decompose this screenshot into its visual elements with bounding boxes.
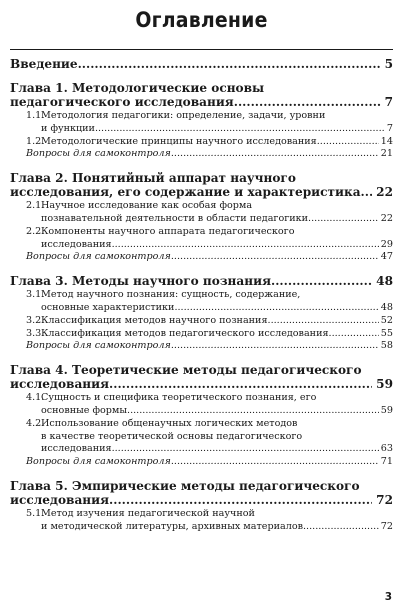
toc-entry-title: Глава 1. Методологические основы	[10, 81, 265, 95]
section-title: Классификация методов педагогического исследования	[41, 327, 329, 339]
toc-page-number: 14	[380, 135, 393, 147]
toc-page-number: 48	[376, 274, 393, 289]
toc-page-number: 59	[380, 404, 393, 416]
toc-page-number: 47	[380, 251, 393, 263]
section-title: Сущность и специфика теоретического познания, его	[41, 392, 317, 404]
section-code: 3.2.	[26, 314, 45, 326]
toc-entry-chapter-4[interactable]	[10, 363, 393, 391]
toc-entry-section-1-1[interactable]	[26, 110, 393, 136]
toc-entry-title: исследования	[10, 492, 110, 507]
dot-leader	[171, 148, 379, 161]
questions-title: Вопросы для самоконтроля	[26, 456, 171, 468]
dot-leader	[109, 377, 372, 391]
title-divider	[10, 49, 393, 50]
dot-leader	[361, 185, 373, 199]
section-title: Научное исследование как особая форма	[41, 200, 253, 212]
toc-entry-section-2-2[interactable]	[26, 226, 393, 252]
toc-entry-title: Глава 4. Теоретические методы педагогического	[10, 363, 362, 378]
toc-entry-section-3-1[interactable]	[26, 289, 393, 315]
toc-entry-chapter-3[interactable]	[10, 274, 393, 288]
section-title: исследования	[41, 238, 112, 250]
section-code: 3.3.	[26, 327, 45, 339]
toc-page-number: 7	[386, 122, 393, 134]
toc-entry-section-4-1[interactable]	[26, 392, 393, 418]
section-title: и методической литературы, архивных материалов	[41, 520, 303, 532]
toc-entry-questions-4[interactable]	[26, 456, 393, 469]
section-code: 1.2.	[26, 135, 45, 147]
dot-leader	[171, 456, 379, 469]
section-code: 5.1.	[26, 507, 45, 519]
toc-entry-title: исследования	[10, 377, 110, 392]
questions-title: Вопросы для самоконтроля	[26, 251, 171, 263]
dot-leader	[78, 57, 381, 71]
dot-leader	[174, 302, 378, 315]
section-title: Методологические принципы научного исследования	[41, 135, 317, 147]
toc-page-number: 48	[380, 301, 393, 313]
section-title: в качестве теоретической основы педагогического	[41, 430, 303, 442]
toc-entry-title: Глава 2. Понятийный аппарат научного	[10, 171, 296, 186]
section-title: основные характеристики	[41, 301, 175, 313]
toc-entry-questions-3[interactable]	[26, 340, 393, 353]
toc-entry-section-1-2[interactable]	[26, 136, 393, 149]
toc-page-number: 5	[384, 57, 393, 71]
toc-page-number: 72	[376, 492, 393, 507]
page-number: 3	[384, 591, 392, 603]
table-of-contents	[10, 57, 393, 534]
toc-entry-section-3-3[interactable]	[26, 328, 393, 341]
section-code: 4.2.	[26, 417, 45, 429]
toc-entry-title: Введение	[10, 57, 78, 71]
toc-page-number: 21	[380, 148, 393, 160]
dot-leader	[112, 239, 379, 252]
toc-entry-questions-2[interactable]	[26, 251, 393, 264]
section-title: Метод изучения педагогической научной	[41, 507, 255, 519]
section-title: познавательной деятельности в области педагогики	[41, 212, 309, 224]
section-title: Компоненты научного аппарата педагогического	[41, 225, 295, 237]
section-title: Классификация методов научного познания	[41, 314, 268, 326]
toc-page-number: 58	[380, 340, 393, 352]
toc-entry-section-2-1[interactable]	[26, 200, 393, 226]
toc-entry-title: Глава 5. Эмпирические методы педагогического	[10, 478, 360, 493]
toc-entry-chapter-1[interactable]	[10, 81, 393, 109]
dot-leader	[234, 95, 381, 109]
toc-page-number: 55	[380, 327, 393, 339]
toc-entry-questions-1[interactable]	[26, 148, 393, 161]
toc-entry-chapter-2[interactable]	[10, 171, 393, 199]
toc-page-number: 7	[384, 95, 393, 109]
toc-entry-section-3-2[interactable]	[26, 315, 393, 328]
section-code: 2.1.	[26, 200, 45, 212]
section-title: исследования	[41, 443, 112, 455]
toc-entry-chapter-5[interactable]	[10, 479, 393, 507]
dot-leader	[171, 251, 379, 264]
dot-leader	[317, 136, 379, 149]
toc-page-number: 72	[380, 520, 393, 532]
toc-entry-title: педагогического исследования	[10, 95, 234, 109]
dot-leader	[112, 443, 379, 456]
section-code: 1.1.	[26, 110, 45, 121]
toc-page-number: 52	[380, 314, 393, 326]
toc-entry-title: исследования, его содержание и характеристика	[10, 185, 361, 200]
dot-leader	[271, 274, 372, 288]
section-title: Использование общенаучных логических методов	[41, 417, 298, 429]
dot-leader	[95, 123, 385, 136]
toc-entry-section-4-2[interactable]	[26, 418, 393, 456]
toc-page-number: 71	[380, 456, 393, 468]
toc-page-number: 59	[376, 377, 393, 392]
questions-title: Вопросы для самоконтроля	[26, 340, 171, 352]
dot-leader	[127, 405, 379, 418]
section-code: 2.2.	[26, 225, 45, 237]
toc-entry-title: Глава 3. Методы научного познания	[10, 274, 272, 289]
toc-page-number: 63	[380, 443, 393, 455]
dot-leader	[303, 521, 379, 534]
section-title: и функции	[41, 122, 95, 134]
section-title: основные формы	[41, 404, 128, 416]
section-title: Методология педагогики: определение, задачи, уровни	[41, 110, 326, 121]
toc-page-number: 29	[380, 238, 393, 250]
dot-leader	[268, 315, 379, 328]
page-title: Оглавление	[135, 8, 268, 32]
dot-leader	[329, 328, 379, 341]
section-title: Метод научного познания: сущность, содержание,	[41, 289, 301, 301]
toc-page-number: 22	[376, 185, 393, 200]
dot-leader	[109, 493, 372, 507]
questions-title: Вопросы для самоконтроля	[26, 148, 171, 160]
section-code: 3.1.	[26, 289, 45, 301]
toc-entry-section-5-1[interactable]	[26, 508, 393, 534]
toc-entry-intro[interactable]	[10, 57, 393, 71]
section-code: 4.1.	[26, 392, 45, 404]
dot-leader	[308, 213, 379, 226]
toc-page-number: 22	[380, 212, 393, 224]
dot-leader	[171, 340, 379, 353]
